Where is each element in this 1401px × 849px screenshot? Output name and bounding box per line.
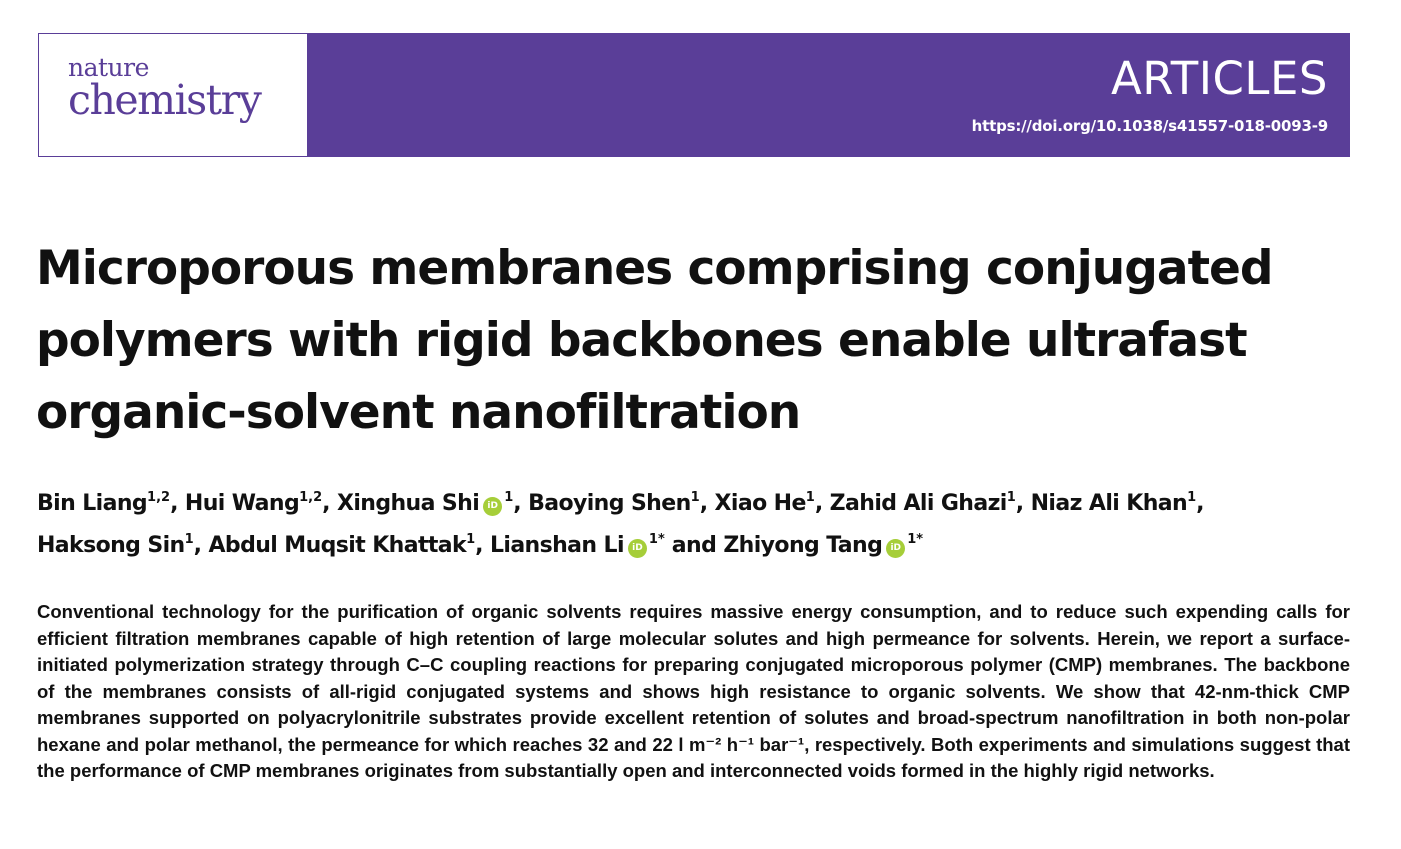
- author: [490, 533, 723, 558]
- author: [37, 491, 185, 516]
- affiliation-marker: 1: [690, 490, 700, 505]
- affiliation-marker: 1: [1006, 490, 1016, 505]
- affiliation-marker: 1: [184, 532, 194, 547]
- author-separator: ,: [1196, 491, 1204, 516]
- author: [337, 491, 528, 516]
- article-title: Microporous membranes comprising conjugated polymers with rigid backbones enable ultrafast organic-solvent nanofiltration: [36, 241, 1273, 440]
- author: [528, 491, 714, 516]
- author-name[interactable]: Baoying Shen: [528, 491, 691, 516]
- author: [715, 491, 830, 516]
- author: [185, 491, 337, 516]
- affiliation-marker: 1*: [648, 532, 665, 547]
- author-separator: ,: [193, 533, 209, 558]
- affiliation-marker: 1: [1187, 490, 1197, 505]
- author-name[interactable]: Zhiyong Tang: [723, 533, 883, 558]
- author-separator: and: [664, 533, 724, 558]
- author-name[interactable]: Hui Wang: [184, 491, 300, 516]
- affiliation-marker: 1: [466, 532, 476, 547]
- author-separator: ,: [170, 491, 185, 516]
- affiliation-marker: 1,2: [299, 490, 323, 505]
- journal-logo-nature: nature: [68, 53, 149, 82]
- affiliation-marker: 1,2: [147, 490, 171, 505]
- journal-header: [38, 33, 1350, 157]
- author-name[interactable]: Niaz Ali Khan: [1030, 491, 1188, 516]
- author: [37, 533, 209, 558]
- author-separator: ,: [322, 491, 337, 516]
- abstract: Conventional technology for the purification of organic solvents requires massive energy consumption, and to reduce such expending calls for efficient filtration membranes capable of high retention of large molecular solutes and high permeance for solvents. Herein, we report a surface-initiated polymerization strategy through C–C coupling reactions for preparing conjugated microporous polymer (CMP) membranes. The backbone of the membranes consists of all-rigid conjugated systems and shows high resistance to organic solvents. We show that 42-nm-thick CMP membranes supported on polyacrylonitrile substrates provide excellent retention of solutes and broad-spectrum nanofiltration in both non-polar hexane and polar methanol, the permeance for which reaches 32 and 22 l m⁻² h⁻¹ bar⁻¹, respectively. Both experiments and simulations suggest that the performance of CMP membranes originates from substantially open and interconnected voids formed in the highly rigid networks.: [37, 601, 1350, 781]
- author-separator: ,: [814, 491, 830, 516]
- author: [209, 533, 490, 558]
- affiliation-marker: 1: [504, 490, 514, 505]
- author-list: [37, 483, 1357, 567]
- author-separator: ,: [475, 533, 490, 558]
- affiliation-marker: 1: [805, 490, 815, 505]
- orcid-icon[interactable]: iD: [886, 539, 905, 558]
- author: [830, 491, 1031, 516]
- section-label: ARTICLES: [1110, 52, 1328, 105]
- affiliation-marker: 1*: [907, 532, 924, 547]
- author-separator: ,: [699, 491, 715, 516]
- author-separator: ,: [513, 491, 529, 516]
- doi-link[interactable]: https://doi.org/10.1038/s41557-018-0093-9: [971, 117, 1328, 135]
- author-name[interactable]: Abdul Muqsit Khattak: [208, 533, 467, 558]
- orcid-icon[interactable]: iD: [628, 539, 647, 558]
- author: [1031, 491, 1204, 516]
- author-name[interactable]: Xinghua Shi: [336, 491, 480, 516]
- author-name[interactable]: Lianshan Li: [489, 533, 624, 558]
- header-banner: [308, 34, 1349, 156]
- journal-logo[interactable]: [39, 34, 308, 156]
- author-name[interactable]: Zahid Ali Ghazi: [829, 491, 1007, 516]
- author-name[interactable]: Haksong Sin: [37, 533, 185, 558]
- author-name[interactable]: Bin Liang: [37, 491, 148, 516]
- journal-logo-chemistry: chemistry: [68, 76, 261, 124]
- author-separator: ,: [1015, 491, 1031, 516]
- orcid-icon[interactable]: iD: [483, 497, 502, 516]
- author-name[interactable]: Xiao He: [714, 491, 806, 516]
- author: [723, 533, 923, 558]
